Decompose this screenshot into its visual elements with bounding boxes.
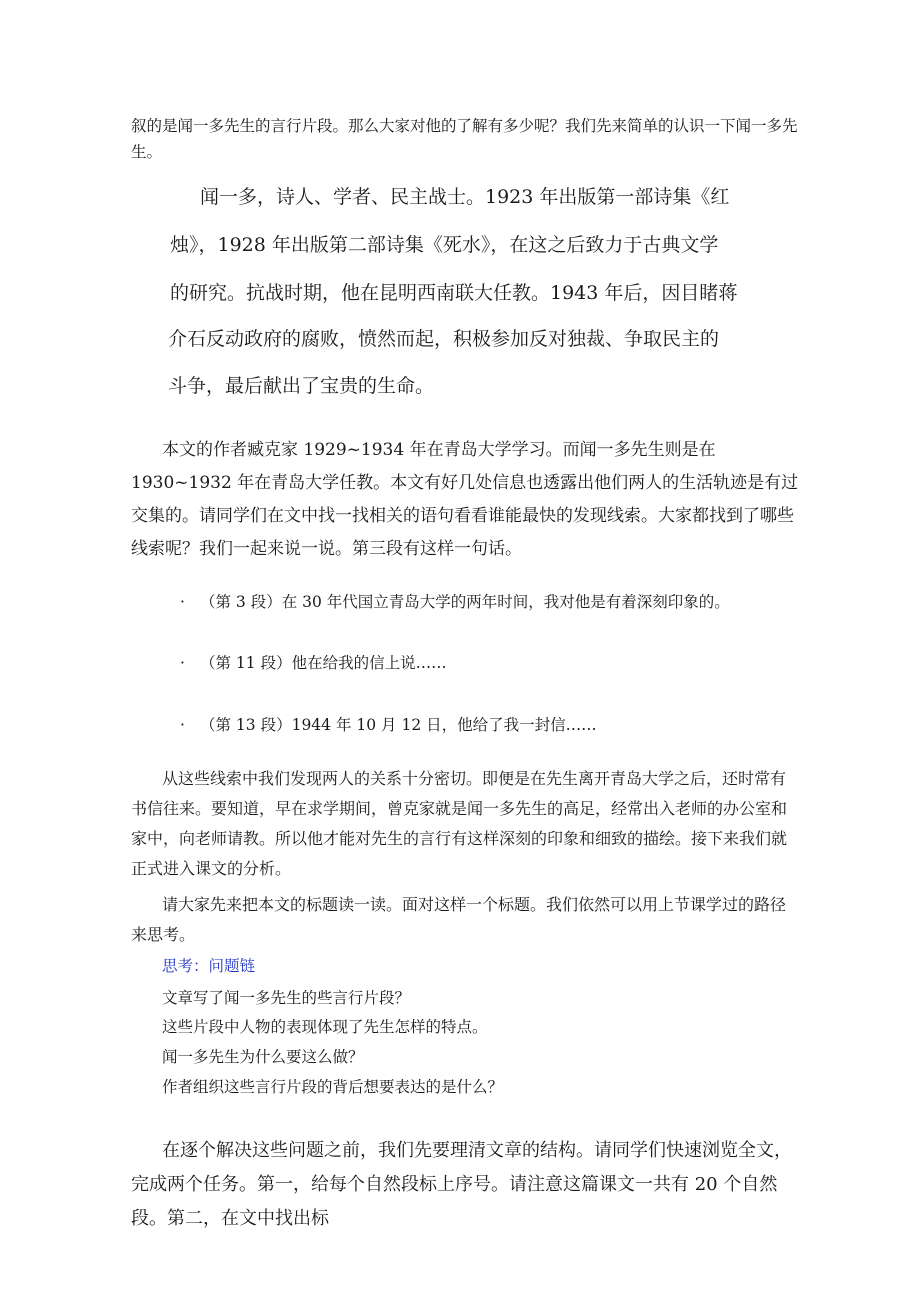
- intro-line-1: 叙的是闻一多先生的言行片段。那么大家对他的了解有多少呢？我们先来简单的认识一下闻一多先: [131, 117, 798, 135]
- bio-line-3: 的研究。抗战时期，他在昆明西南联大任教。1943 年后，因目睹蒋: [170, 282, 738, 304]
- question-1: 文章写了闻一多先生的些言行片段？: [162, 989, 411, 1007]
- clue-text-2: （第 11 段）他在给我的信上说……: [200, 654, 447, 672]
- bullet-dot: ·: [180, 593, 185, 611]
- clue-item-2: [180, 651, 447, 673]
- structure-paragraph: 在逐个解决这些问题之前，我们先要理清文章的结构。请同学们快速浏览全文，完成两个任务。第一，给每个自然段标上序号。请注意这篇课文一共有 20 个自然段。第二，在文中找出标: [131, 1140, 792, 1229]
- bio-line-1: 闻一多，诗人、学者、民主战士。1923 年出版第一部诗集《红: [200, 186, 730, 208]
- clue-text-1: （第 3 段）在 30 年代国立青岛大学的两年时间，我对他是有着深刻印象的。: [200, 593, 730, 611]
- bio-line-4: 介石反动政府的腐败，愤然而起，积极参加反对独裁、争取民主的: [168, 328, 720, 350]
- bio-line-2: 烛》，1928 年出版第二部诗集《死水》，在这之后致力于古典文学: [170, 234, 719, 256]
- bullet-dot: ·: [180, 654, 185, 672]
- think-heading: 思考：问题链: [162, 957, 256, 975]
- question-3: 闻一多先生为什么要这么做？: [162, 1048, 364, 1066]
- title-paragraph: 请大家先来把本文的标题读一读。面对这样一个标题。我们依然可以用上节课学过的路径来思考。: [131, 895, 787, 944]
- bio-line-5: 斗争，最后献出了宝贵的生命。: [168, 375, 435, 397]
- clue-item-3: [180, 713, 597, 735]
- clues-paragraph: 从这些线索中我们发现两人的关系十分密切。即便是在先生离开青岛大学之后，还时常有书信往来。要知道，早在求学期间，曾克家就是闻一多先生的高足，经常出入老师的办公室和家中，向老师请教。所以他才能对先生的言行有这样深刻的印象和细致的描绘。接下来我们就正式进入课文的分析。: [131, 769, 788, 878]
- intro-line-2: 生。: [131, 143, 163, 161]
- author-paragraph: 本文的作者臧克家 1929~1934 年在青岛大学学习。而闻一多先生则是在 1930~1932 年在青岛大学任教。本文有好几处信息也透露出他们两人的生活轨迹是有过交集的。请同学们在文中找一找相关的语句看看谁能最快的发现线索。大家都找到了哪些线索呢？我们一起来说一说。第三段有这样一句话。: [131, 440, 799, 559]
- intro-paragraph: [131, 113, 801, 165]
- question-4: 作者组织这些言行片段的背后想要表达的是什么？: [162, 1078, 504, 1096]
- clue-text-3: （第 13 段）1944 年 10 月 12 日，他给了我一封信……: [200, 716, 597, 734]
- bullet-dot: ·: [180, 716, 185, 734]
- question-2: 这些片段中人物的表现体现了先生怎样的特点。: [162, 1018, 488, 1036]
- clue-item-1: [180, 590, 730, 612]
